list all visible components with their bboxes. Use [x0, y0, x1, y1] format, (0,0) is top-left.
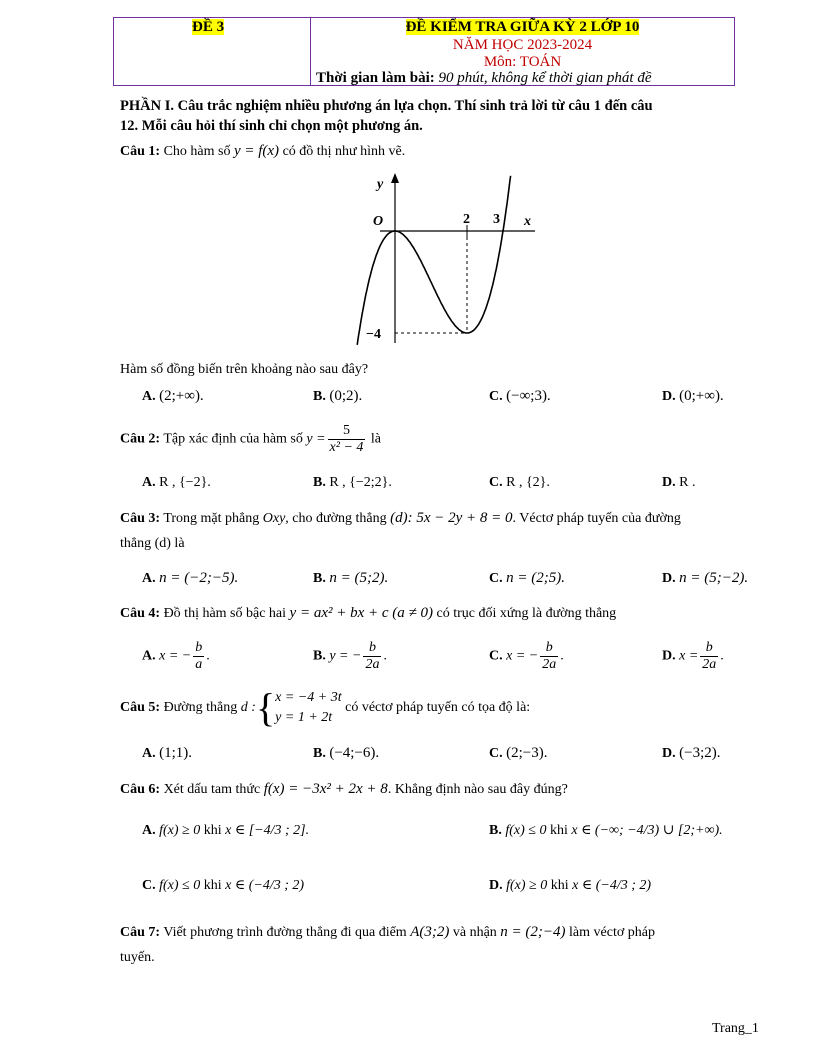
question-3: Câu 3: Trong mặt phẳng Oxy, cho đường thẳng (d): 5x − 2y + 8 = 0. Véctơ pháp tuyến của đường — [120, 510, 681, 526]
question-7: Câu 7: Viết phương trình đường thẳng đi qua điểm A(3;2) và nhận n = (2;−4) làm véctơ pháp — [120, 924, 655, 940]
q4-option-b[interactable]: B. y = − $\frac{b}{2a}$ . — [313, 640, 387, 672]
graph-tick-minus4: −4 — [366, 327, 381, 342]
question-3-line2: thẳng (d) là — [120, 536, 185, 551]
q5-option-a[interactable]: A. (1;1). — [142, 745, 193, 761]
q5-option-b[interactable]: B. (−4;−6). — [313, 745, 380, 761]
q1-option-d[interactable]: D. (0;+∞). — [662, 388, 724, 404]
question-4: Câu 4: Đồ thị hàm số bậc hai y = ax² + bx + c (a ≠ 0) có trục đối xứng là đường thẳng — [120, 605, 617, 621]
function-graph — [340, 168, 550, 350]
school-year: NĂM HỌC 2023-2024 — [452, 37, 593, 53]
exam-title: ĐỀ KIỂM TRA GIỮA KỲ 2 LỚP 10 — [405, 19, 640, 35]
q3-option-d[interactable]: D. n = (5;−2). — [662, 570, 749, 586]
q3-option-c[interactable]: C. n = (2;5). — [489, 570, 565, 586]
page-number: Trang_1 — [712, 1021, 759, 1036]
question-7-line2: tuyến. — [120, 950, 155, 965]
q2-option-d[interactable]: D. R . — [662, 475, 696, 490]
q6-option-b[interactable]: B. f(x) ≤ 0 khi x ∈ (−∞; −4/3) ∪ [2;+∞). — [489, 823, 723, 838]
subject: Môn: TOÁN — [483, 54, 562, 70]
section-heading-line1: PHẦN I. Câu trắc nghiệm nhiều phương án lựa chọn. Thí sinh trả lời từ câu 1 đến câu — [120, 98, 653, 114]
time-limit: Thời gian làm bài: 90 phút, không kể thời gian phát đề — [316, 70, 652, 86]
q5-param-system: x = −4 + 3t y = 1 + 2t — [275, 690, 342, 725]
question-6: Câu 6: Xét dấu tam thức f(x) = −3x² + 2x + 8. Khẳng định nào sau đây đúng? — [120, 781, 568, 797]
q2-option-c[interactable]: C. R , {2}. — [489, 475, 550, 490]
q2-option-b[interactable]: B. R , {−2;2}. — [313, 475, 392, 490]
q2-option-a[interactable]: A. R , {−2}. — [142, 475, 211, 490]
q4-option-d[interactable]: D. x = $\frac{b}{2a}$ . — [662, 640, 724, 672]
q1-option-b[interactable]: B. (0;2). — [313, 388, 363, 404]
q5-option-d[interactable]: D. (−3;2). — [662, 745, 721, 761]
q6-option-a[interactable]: A. f(x) ≥ 0 khi x ∈ [−4/3 ; 2]. — [142, 823, 310, 838]
q6-option-c[interactable]: C. f(x) ≤ 0 khi x ∈ (−4/3 ; 2) — [142, 878, 305, 893]
q1-option-c[interactable]: C. (−∞;3). — [489, 388, 551, 404]
graph-origin-label: O — [373, 214, 384, 229]
question-1: Câu 1: Cho hàm số y = f(x) có đồ thị như hình vẽ. — [120, 143, 406, 159]
q1-option-a[interactable]: A. (2;+∞). — [142, 388, 204, 404]
graph-x-label: x — [524, 214, 531, 229]
question-5: Câu 5: Đường thẳng d :{ x = −4 + 3t y = 1 + 2t có véctơ pháp tuyến có tọa độ là: — [120, 685, 531, 730]
graph-tick-2: 2 — [463, 212, 470, 227]
question-1-prompt: Hàm số đồng biến trên khoảng nào sau đây? — [120, 362, 369, 377]
q3-option-a[interactable]: A. n = (−2;−5). — [142, 570, 239, 586]
graph-y-label: y — [377, 177, 384, 192]
graph-tick-3: 3 — [493, 212, 500, 227]
question-2: Câu 2: Tập xác định của hàm số y = $\frac{5}{\text{x² − 4}}$ là — [120, 423, 382, 455]
q6-option-d[interactable]: D. f(x) ≥ 0 khi x ∈ (−4/3 ; 2) — [489, 878, 652, 893]
q3-option-b[interactable]: B. n = (5;2). — [313, 570, 389, 586]
q4-option-c[interactable]: C. x = − $\frac{b}{2a}$ . — [489, 640, 564, 672]
section-heading-line2: 12. Mỗi câu hỏi thí sinh chỉ chọn một phương án. — [120, 118, 423, 134]
exam-code: ĐỀ 3 — [192, 19, 225, 35]
q2-fraction: $\frac{5}{\text{x² − 4}}$ — [329, 423, 364, 455]
q5-option-c[interactable]: C. (2;−3). — [489, 745, 548, 761]
q4-option-a[interactable]: A. x = − $\frac{b}{a}$ . — [142, 640, 210, 672]
